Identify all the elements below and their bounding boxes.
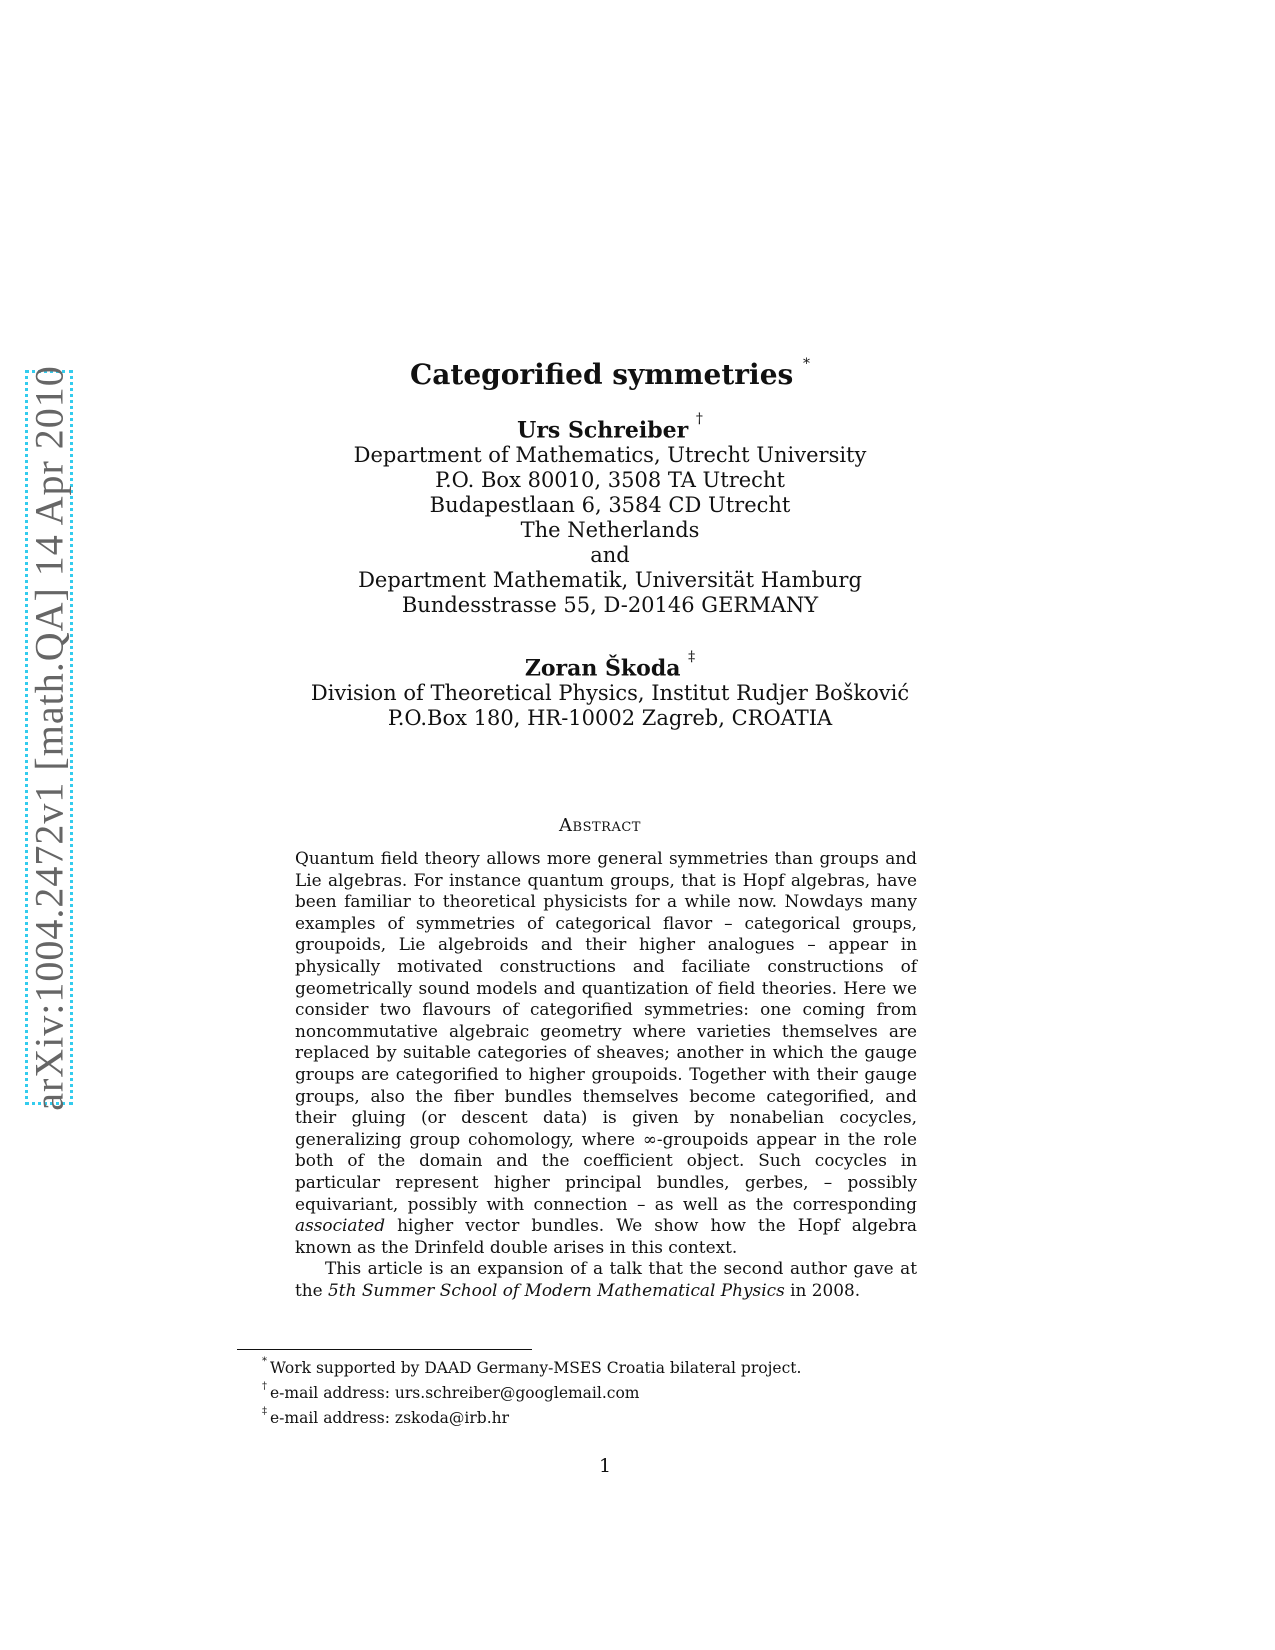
author-footnote-mark: † [695,411,703,427]
title-text: Categorified symmetries [409,358,794,391]
footnote [262,1379,982,1404]
footnote-text: Work supported by DAAD Germany-MSES Croatia bilateral project. [270,1359,802,1378]
abstract-text: in 2008. [790,1279,861,1300]
author-name-text: Zoran Škoda [524,655,681,682]
author-block-1 [260,411,960,618]
page-number: 1 [598,1455,612,1477]
footnote-mark: † [262,1381,267,1393]
affiliation [260,443,960,618]
affiliation-line: and [590,543,630,568]
footnote-divider [237,1349,532,1350]
affiliation-line: Division of Theoretical Physics, Institut Rudjer Bošković [310,681,910,706]
author-footnote-mark: ‡ [688,649,696,665]
affiliation-line: The Netherlands [520,518,700,543]
footnote [262,1354,982,1379]
paper-title [260,355,960,391]
abstract-text: higher vector bundles. We show how the Hopf algebra known as the Drinfeld double arises in this context. [295,1215,917,1257]
abstract-heading: Abstract [559,815,641,836]
footnote-mark: ‡ [262,1406,267,1418]
footnote-text: e-mail address: zskoda@irb.hr [270,1409,510,1428]
author-name [260,649,960,682]
affiliation-line: Bundesstrasse 55, D-20146 GERMANY [401,593,819,618]
affiliation-line: P.O.Box 180, HR-10002 Zagreb, CROATIA [387,706,833,731]
footnote-text: e-mail address: urs.schreiber@googlemail.com [270,1384,640,1403]
footnote-mark: * [262,1356,267,1367]
author-name [260,411,960,444]
arxiv-id: arXiv:1004.2472v1 [math.QA] 14 Apr 2010 [26,364,72,1111]
abstract-text: Quantum field theory allows more general symmetries than groups and Lie algebras. For instance quantum groups, that is Hopf algebras, have been familiar to theoretical physicists for a while now. Nowdays many examples of symmetries of categorical flavor – categorical groups, groupoids, Lie algebroids and their higher analogues – appear in physically motivated constructions and faciliate constructions of geometrically sound models and quantization of field theories. Here we consider two flavours of categorified symmetries: one coming from noncommutative algebraic geometry where varieties themselves are replaced by suitable categories of sheaves; another in which the gauge groups are categorified to higher groupoids. Together with their gauge groups, also the fiber bundles themselves become categorified, and their gluing (or descent data) is given by nonabelian cocycles, generalizing group cohomology, where ∞-groupoids appear in the role both of the domain and the coefficient object. Such cocycles in particular represent higher principal bundles, gerbes, – possibly equivariant, possibly with connection – as well as the corresponding [295,848,917,1214]
affiliation-line: P.O. Box 80010, 3508 TA Utrecht [435,468,785,493]
author-block-2 [260,649,960,731]
abstract-body [295,848,917,1301]
abstract-paragraph [295,1258,917,1301]
affiliation-line: Department Mathematik, Universität Hamburg [358,568,862,593]
affiliation [260,681,960,731]
title-footnote-mark: * [803,355,811,372]
affiliation-line: Department of Mathematics, Utrecht University [353,443,867,468]
affiliation-line: Budapestlaan 6, 3584 CD Utrecht [429,493,791,518]
footnotes [262,1354,982,1429]
abstract-paragraph [295,848,917,1258]
author-name-text: Urs Schreiber [517,417,689,444]
arxiv-stamp[interactable] [25,364,73,1111]
abstract-emphasis: 5th Summer School of Modern Mathematical Physics [328,1279,785,1300]
abstract-text: This article is an expansion of a talk that the second author gave at the [295,1258,917,1300]
footnote [262,1404,982,1429]
abstract-emphasis: associated [295,1215,386,1236]
